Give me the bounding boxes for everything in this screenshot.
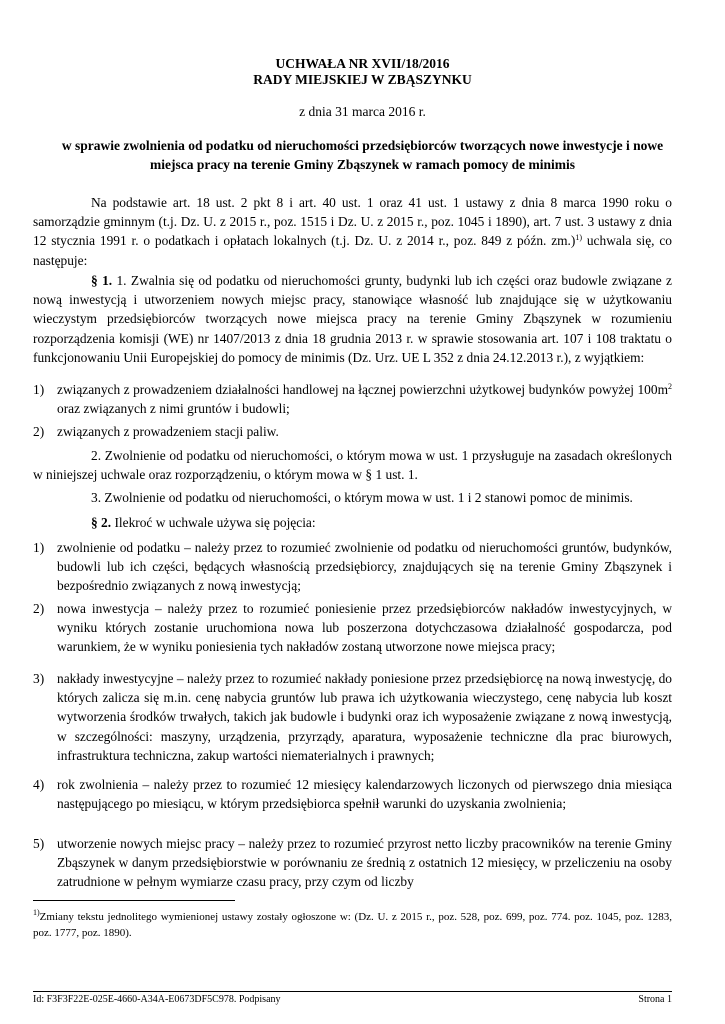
footnote-divider [33,900,235,901]
definition-item-5: 5) utworzenie nowych miejsc pracy – należy przez to rozumieć przyrost netto liczby pracowników na terenie Gminy Zbąszynek w danym przedsiębiorstwie w porównaniu ze średnią z ostatnich 12 miesięcy, w przeliczeniu na osoby zatrudnione w pełnym wymiarze czasu pracy, przy czym od liczby [33,836,672,890]
section1-paragraph1: § 1. 1. Zwalnia się od podatku od nieruchomości grunty, budynki lub ich części oraz budowle związane z nową inwestycją i utworzeniem nowych miejsc pracy, stanowiące własność lub znajdujące się w użytkowaniu wieczystym przedsiębiorców tworzących nowe miejsca pracy na terenie Gminy Zbąszynek w rozumieniu rozporządzenia komisji (WE) nr 1407/2013 z dnia 18 grudnia 2013 r. w sprawie stosowania art. 107 i 108 traktatu o funkcjonowaniu Unii Europejskiej do pomocy de minimis (Dz. Urz. UE L 352 z dnia 24.12.2013 r.), z wyjątkiem: [33,273,672,365]
definition-item-3: 3) nakłady inwestycyjne – należy przez to rozumieć nakłady poniesione przez przedsiębiorcę na nową inwestycję, do których zalicza się m.in. cenę nabycia gruntów lub prawa ich użytkowania wieczystego, cenę nabycia lub koszt wytworzenia środków trwałych, takich jak budowle i budynki oraz ich wyposażenie związane z nową inwestycją, w szczególności: maszyny, urządzenia, przyrządy, aparatura, wyposażenie techniczne dla prac biurowych, infrastruktura techniczna, zakup wartości niematerialnych i prawnych; [33,671,672,763]
definition-item-2: 2) nowa inwestycja – należy przez to rozumieć poniesienie przez przedsiębiorców nakładów inwestycyjnych, w wyniku których zostanie uruchomiona nowa lub poszerzona dotychczasowa działalność gospodarcza, pod warunkiem, że w wyniku poniesienia tych nakładów zostaną utworzone nowe miejsca pracy; [33,601,672,655]
resolution-number: UCHWAŁA NR XVII/18/2016 [275,56,450,71]
definition-item-1: 1) zwolnienie od podatku – należy przez to rozumieć zwolnienie od podatku od nieruchomości gruntów, budynków, budowli lub ich części, będących własnością przedsiębiorcy, znajdujących się na terenie Gminy Zbąszynek i bezpośrednio związanych z nową inwestycją; [33,540,672,594]
section1-paragraph2: 2. Zwolnienie od podatku od nieruchomości, o którym mowa w ust. 1 przysługuje na zasadach określonych w niniejszej uchwale oraz rozporządzeniu, o którym mowa w § 1 ust. 1. [33,448,672,483]
section2-intro: § 2. Ilekroć w uchwale używa się pojęcia: [91,515,316,530]
footnote: $^{1)}$Zmiany tekstu jednolitego wymienionej ustawy zostały ogłoszone w: (Dz. U. z 2015 r., poz. 528, poz. 699, poz. 774. poz. 1045, poz. 1283, poz. 1777, poz. 1890). [33,908,672,939]
footer-divider [33,991,672,992]
exception-item-2: 2) związanych z prowadzeniem stacji paliw. [33,424,279,439]
footnote-mark: 1) [33,908,40,917]
footnote-ref: 1) [575,233,583,243]
resolution-subject: w sprawie zwolnienia od podatku od nieruchomości przedsiębiorców tworzących nowe inwestycje i nowe miejsca pracy na terenie Gminy Zbąszynek w ramach pomocy de minimis [61,138,664,172]
section2-label: § 2. [91,515,112,530]
resolution-date: z dnia 31 marca 2016 r. [299,104,426,119]
document-id: Id: F3F3F22E-025E-4660-A34A-E0673DF5C978. Podpisany [33,994,281,1005]
definition-item-4: 4) rok zwolnienia – należy przez to rozumieć 12 miesięcy kalendarzowych liczonych od pierwszego dnia miesiąca następującego po miesiącu, w którym przedsiębiorca spełnił warunki do uzyskania zwolnienia; [33,777,672,812]
section1-label: § 1. [91,273,113,288]
preamble: Na podstawie art. 18 ust. 2 pkt 8 i art. 40 ust. 1 oraz 41 ust. 1 ustawy z dnia 8 marca 1990 roku o samorządzie gminnym (t.j. Dz. U. z 2015 r., poz. 1515 i Dz. U. z 2015 r., poz. 1045 i 1890), art. 7 ust. 3 ustawy z dnia 12 stycznia 1991 r. o podatkach i opłatach lokalnych (t.j. Dz. U. z 2014 r., poz. 849 z późn. zm.)$^{1)}$ uchwala się, co następuje: [33,195,672,268]
page-number: Strona 1 [638,994,672,1005]
section1-paragraph3: 3. Zwolnienie od podatku od nieruchomości, o którym mowa w ust. 1 i 2 stanowi pomoc de minimis. [91,490,633,505]
exception-item-1: 1) związanych z prowadzeniem działalności handlowej na łącznej powierzchni użytkowej budynków powyżej $100m^2$ oraz związanych z nimi gruntów i budowli; [33,382,672,417]
council-name: RADY MIEJSKIEJ W ZBĄSZYNKU [253,72,472,87]
